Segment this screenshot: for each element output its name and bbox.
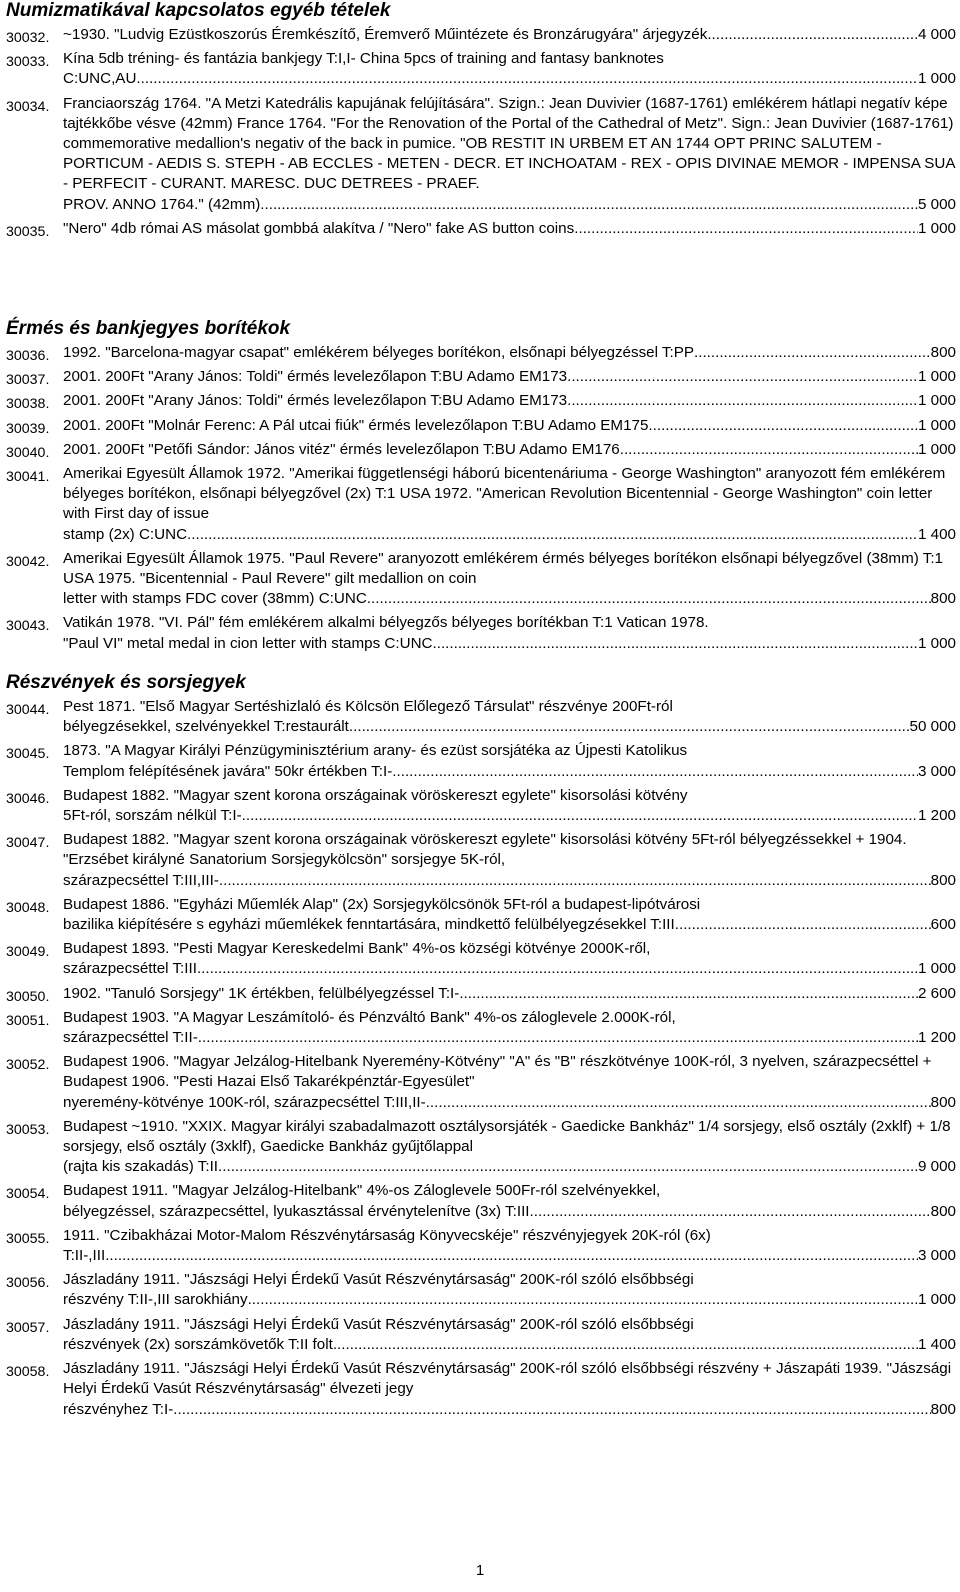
section-title: Részvények és sorsjegyek <box>6 672 246 693</box>
dot-leader <box>620 440 918 460</box>
lot-description-end: Templom felépítésének javára" 50kr értékben T:I- <box>63 762 393 780</box>
lot-item <box>6 219 956 239</box>
lot-price: 800 <box>930 590 956 608</box>
lot-description: Amerikai Egyesült Államok 1972. "Amerikai függetlenségi háború bicentenáriuma - George Washington" aranyozott fém emlékérem bélyeges borítékon, elsőnapi bélyegzővel (2x) T:1 USA 1972. "American Revolution Bicentennial - George Washington" coin letter with First day of issue <box>63 465 946 523</box>
lot-description-end: szárazpecséttel T:II- <box>63 1029 198 1047</box>
lot-price: 3 000 <box>917 1247 956 1265</box>
dot-leader <box>187 525 918 545</box>
section-title: Numizmatikával kapcsolatos egyéb tételek <box>6 0 391 21</box>
lot-number: 30041. <box>6 469 50 486</box>
lot-description: Budapest 1882. "Magyar szent korona országainak vöröskereszt egylete" kisorsolási kötvény <box>63 786 688 804</box>
lot-price-line <box>63 391 956 411</box>
catalog-section <box>6 318 956 658</box>
lot-description-end: (rajta kis szakadás) T:II <box>63 1158 219 1176</box>
lot-description: Vatikán 1978. "VI. Pál" fém emlékérem alkalmi bélyegzős bélyeges borítékban T:1 Vatican 1978. <box>63 614 709 632</box>
lot-description-end: 5Ft-ról, sorszám nélkül T:I- <box>63 807 242 825</box>
lot-description: Pest 1871. "Első Magyar Sertéshizlaló és Kölcsön Előlegező Társulat" részvénye 200Ft-ról <box>63 698 673 715</box>
lot-number: 30038. <box>6 396 50 413</box>
lot-price-line <box>63 634 956 654</box>
lot-description-end: 2001. 200Ft "Arany János: Toldi" érmés levelezőlapon T:BU Adamo EM173 <box>63 368 568 386</box>
lot-price: 1 000 <box>917 392 956 410</box>
lot-price: 800 <box>930 1400 956 1418</box>
lot-price-line <box>63 959 956 979</box>
lot-price: 1 000 <box>917 368 956 386</box>
lot-description: 1873. "A Magyar Királyi Pénzügyminisztérium arany- és ezüst sorsjátéka az Újpesti Katolikus <box>63 742 688 760</box>
lot-price: 1 000 <box>917 960 956 978</box>
lot-description-end: 1902. "Tanuló Sorsjegy" 1K értékben, felülbélyegzéssel T:I- <box>63 984 460 1002</box>
lot-price: 1 000 <box>917 634 956 652</box>
lot-number: 30032. <box>6 30 50 46</box>
lot-item <box>6 94 956 215</box>
lot-price: 4 000 <box>917 26 956 43</box>
lot-description: Franciaország 1764. "A Metzi Katedrális kapujának felújítására". Szign.: Jean Duvivier (1687-1761) emlékérem hátlapi negatív képe tajtékkőbe vésve (42mm) France 1764. "For the Renovation of the Portal of the Cathedral of Metz". Sign.: Jean Duvivier (1687-1761) commemorative medallion's negativ of the back in pumice. "OB RESTIT IN URBEM ET AN 1744 OPT PRINC SALUTEM - PORTICUM - AEDIS S. STEPH - AB ECCLES - METEN - DECR. ET INCHOATAM - REX - OPIS DIVINAE MEMOR - IMPENSA SUA - PERFECIT - CURANT. MARESC. DUC DETREES - PRAEF. <box>63 94 955 193</box>
dot-leader <box>426 1093 931 1113</box>
lot-description: Budapest 1893. "Pesti Magyar Kereskedelmi Bank" 4%-os községi kötvénye 2000K-ről, <box>63 940 651 958</box>
lot-number: 30037. <box>6 372 50 389</box>
lot-price: 1 400 <box>917 1335 956 1353</box>
lot-price-line <box>63 984 956 1004</box>
lot-number: 30033. <box>6 54 50 71</box>
dot-leader <box>648 416 918 436</box>
lot-price: 50 000 <box>909 718 956 736</box>
lot-number: 30039. <box>6 420 50 437</box>
dot-leader <box>459 984 918 1004</box>
lot-price: 1 000 <box>917 1291 956 1309</box>
lot-price: 800 <box>930 1202 956 1220</box>
lot-price-line <box>63 762 956 782</box>
lot-price-line <box>63 915 956 935</box>
lot-description-end: PROV. ANNO 1764." (42mm) <box>63 195 261 213</box>
lot-item <box>6 343 956 363</box>
lot-description-end: szárazpecséttel T:III <box>63 960 197 978</box>
lot-number: 30051. <box>6 1012 50 1029</box>
lot-price: 3 000 <box>917 762 956 780</box>
lot-description-end: ~1930. "Ludvig Ezüstkoszorús Éremkészítő, Éremverő Műintézete és Bronzárugyára" árjegyzék <box>63 26 708 43</box>
lot-description: Kína 5db tréning- és fantázia bankjegy T:I,I- China 5pcs of training and fantasy banknotes <box>63 50 664 68</box>
lot-description-end: szárazpecséttel T:III,III- <box>63 871 219 889</box>
lot-price-line <box>63 343 956 363</box>
lot-price-line <box>63 806 956 826</box>
lot-price-line <box>63 440 956 460</box>
lot-number: 30056. <box>6 1275 50 1292</box>
lot-description-end: bélyegzésekkel, szelvényekkel T:restaurált <box>63 718 349 736</box>
lot-description: Budapest 1906. "Magyar Jelzálog-Hitelbank Nyeremény-Kötvény" "A" és "B" részkötvénye 100K-ról, 3 nyelven, szárazpecséttel + Budapest 1906. "Pesti Hazai Első Takarékpénztár-Egyesület" <box>63 1053 932 1091</box>
lot-description-end: bazilika kiépítésére s egyházi műemlékek fenntartására, mindkettő felülbélyegzésekkel T:III <box>63 916 675 934</box>
lot-description: Budapest 1882. "Magyar szent korona országainak vöröskereszt egylete" kisorsolási kötvény 5Ft-ról bélyegzéssekkel + 1904. "Erzsébet királyné Sanatorium Sorsjegykölcsön" sorsjegye 5K-ról, <box>63 831 907 869</box>
dot-leader <box>260 195 918 215</box>
page-number: 1 <box>475 1562 485 1579</box>
dot-leader <box>105 1246 918 1266</box>
lot-price: 1 000 <box>917 440 956 458</box>
dot-leader <box>574 219 918 239</box>
lot-price: 9 000 <box>917 1158 956 1176</box>
lot-price-line <box>63 1246 956 1266</box>
lot-item <box>6 613 956 653</box>
lot-item <box>6 830 956 891</box>
lot-description-end: T:II-,III <box>63 1247 106 1265</box>
lot-description-end: 2001. 200Ft "Molnár Ferenc: A Pál utcai fiúk" érmés levelezőlapon T:BU Adamo EM175 <box>63 416 649 434</box>
lot-item <box>6 1052 956 1113</box>
lot-number: 30034. <box>6 98 50 115</box>
lot-item <box>6 984 956 1004</box>
lot-item <box>6 697 956 737</box>
lot-price: 5 000 <box>917 195 956 213</box>
dot-leader <box>694 343 931 363</box>
lot-description-end: 1992. "Barcelona-magyar csapat" emlékérem bélyeges borítékon, elsőnapi bélyegzéssel T:PP <box>63 344 695 361</box>
lot-description-end: nyeremény-kötvénye 100K-ról, szárazpecséttel T:III,II- <box>63 1093 426 1111</box>
lot-description-end: stamp (2x) C:UNC <box>63 525 188 543</box>
lot-price-line <box>63 1093 956 1113</box>
dot-leader <box>248 1290 918 1310</box>
lot-price-line <box>63 1335 956 1355</box>
lot-number: 30054. <box>6 1186 50 1203</box>
lot-price: 1 400 <box>917 525 956 543</box>
dot-leader <box>219 871 931 891</box>
dot-leader <box>367 589 931 609</box>
lot-price: 600 <box>930 916 956 934</box>
lot-description: Jászladány 1911. "Jászsági Helyi Érdekű Vasút Részvénytársaság" 200K-ról szóló elsőbbségi <box>63 1315 694 1333</box>
lot-price: 800 <box>930 344 956 361</box>
dot-leader <box>675 915 931 935</box>
dot-leader <box>433 634 918 654</box>
lot-price: 800 <box>930 871 956 889</box>
lot-description-end: C:UNC,AU <box>63 70 137 88</box>
lot-item <box>6 1270 956 1310</box>
lot-description: Jászladány 1911. "Jászsági Helyi Érdekű Vasút Részvénytársaság" 200K-ról szóló elsőbbségi <box>63 1271 694 1289</box>
lot-item <box>6 416 956 436</box>
dot-leader <box>136 69 918 89</box>
lot-description-end: részvények (2x) sorszámkövetők T:II folt <box>63 1335 333 1353</box>
dot-leader <box>567 367 918 387</box>
lot-number: 30036. <box>6 348 50 364</box>
lot-number: 30043. <box>6 618 50 635</box>
lot-price-line <box>63 589 956 609</box>
dot-leader <box>173 1400 930 1420</box>
dot-leader <box>567 391 918 411</box>
lot-number: 30057. <box>6 1319 50 1336</box>
lot-description: Amerikai Egyesült Államok 1975. "Paul Revere" aranyozott emlékérem érmés bélyeges borítékon elsőnapi bélyegzővel (38mm) T:1 USA 1975. "Bicentennial - Paul Revere" gilt medallion on coin <box>63 549 943 588</box>
lot-price-line <box>63 1028 956 1048</box>
lot-price-line <box>63 1400 956 1420</box>
lot-price-line <box>63 525 956 545</box>
dot-leader <box>198 1028 918 1048</box>
lot-description-end: részvény T:II-,III sarokhiány <box>63 1291 248 1309</box>
lot-item <box>6 367 956 387</box>
lot-item <box>6 1315 956 1355</box>
lot-price-line <box>63 1290 956 1310</box>
lot-item <box>6 49 956 89</box>
lot-description-end: 2001. 200Ft "Arany János: Toldi" érmés levelezőlapon T:BU Adamo EM173 <box>63 392 568 410</box>
lot-price: 1 200 <box>917 1029 956 1047</box>
lot-description-end: 2001. 200Ft "Petőfi Sándor: János vitéz" érmés levelezőlapon T:BU Adamo EM176 <box>63 440 620 458</box>
lot-number: 30044. <box>6 702 50 718</box>
lot-description-end: "Paul VI" metal medal in cion letter with stamps C:UNC <box>63 634 433 652</box>
lot-number: 30050. <box>6 988 50 1005</box>
dot-leader <box>530 1202 931 1222</box>
lot-item <box>6 391 956 411</box>
dot-leader <box>707 25 918 45</box>
lot-price-line <box>63 367 956 387</box>
lot-item <box>6 1008 956 1048</box>
lot-number: 30049. <box>6 944 50 961</box>
lot-number: 30058. <box>6 1364 50 1381</box>
lot-number: 30042. <box>6 553 50 570</box>
catalog-section <box>6 0 956 243</box>
lot-number: 30035. <box>6 223 50 240</box>
lot-number: 30045. <box>6 746 50 763</box>
lot-price-line <box>63 1157 956 1177</box>
lot-description: 1911. "Czibakházai Motor-Malom Részvénytársaság Könyvecskéje" részvényjegyek 20K-ról (6x) <box>63 1226 711 1244</box>
lot-item <box>6 1359 956 1420</box>
lot-price-line <box>63 195 956 215</box>
lot-price: 800 <box>930 1093 956 1111</box>
lot-item <box>6 440 956 460</box>
lot-price-line <box>63 219 956 239</box>
dot-leader <box>218 1157 918 1177</box>
lot-price-line <box>63 69 956 89</box>
lot-item <box>6 741 956 781</box>
lot-item <box>6 786 956 826</box>
lot-description-end: bélyegzéssel, szárazpecséttel, lyukasztással érvénytelenítve (3x) T:III <box>63 1202 530 1220</box>
section-title: Érmés és bankjegyes borítékok <box>6 318 291 339</box>
lot-number: 30047. <box>6 835 50 852</box>
lot-number: 30046. <box>6 790 50 807</box>
lot-number: 30053. <box>6 1121 50 1138</box>
lot-price-line <box>63 1202 956 1222</box>
lot-number: 30055. <box>6 1230 50 1247</box>
lot-description: Budapest ~1910. "XXIX. Magyar királyi szabadalmazott osztálysorsjáték - Gaedicke Bankház" 1/4 sorsjegy, első osztály (2xklf) + 1/8 sorsjegy, első osztály (3xklf), Gaedicke Bankház gyűjtőlappal <box>63 1117 951 1156</box>
lot-price: 1 000 <box>917 219 956 237</box>
catalog-section <box>6 672 956 1424</box>
lot-price-line <box>63 25 956 45</box>
lot-number: 30048. <box>6 899 50 916</box>
lot-description: Budapest 1903. "A Magyar Leszámítoló- és Pénzváltó Bank" 4%-os záloglevele 2.000K-ról, <box>63 1008 676 1026</box>
lot-description-end: részvényhez T:I- <box>63 1400 174 1418</box>
lot-item <box>6 939 956 979</box>
lot-price: 1 200 <box>917 807 956 825</box>
lot-number: 30040. <box>6 444 50 461</box>
dot-leader <box>197 959 918 979</box>
lot-item <box>6 549 956 610</box>
lot-price-line <box>63 871 956 891</box>
dot-leader <box>242 806 918 826</box>
lot-item <box>6 1117 956 1178</box>
lot-item <box>6 1226 956 1266</box>
lot-price: 1 000 <box>917 70 956 88</box>
lot-price: 2 600 <box>917 984 956 1002</box>
dot-leader <box>333 1335 918 1355</box>
lot-description-end: "Nero" 4db római AS másolat gombbá alakítva / "Nero" fake AS button coins <box>63 219 575 237</box>
lot-description: Budapest 1886. "Egyházi Műemlék Alap" (2x) Sorsjegykölcsönök 5Ft-ról a budapest-lipótvárosi <box>63 895 701 913</box>
lot-price: 1 000 <box>917 416 956 434</box>
lot-item <box>6 895 956 935</box>
lot-description: Budapest 1911. "Magyar Jelzálog-Hitelbank" 4%-os Záloglevele 500Fr-ról szelvényekkel, <box>63 1182 661 1200</box>
lot-description-end: letter with stamps FDC cover (38mm) C:UNC <box>63 590 367 608</box>
lot-price-line <box>63 416 956 436</box>
lot-description: Jászladány 1911. "Jászsági Helyi Érdekű Vasút Részvénytársaság" 200K-ról szóló elsőbbségi részvény + Jászapáti 1939. "Jászsági Helyi Érdekű Vasút Részvénytársaság" élvezeti jegy <box>63 1360 952 1398</box>
dot-leader <box>349 717 910 737</box>
lot-number: 30052. <box>6 1057 50 1074</box>
lot-price-line <box>63 717 956 737</box>
lot-item <box>6 464 956 545</box>
dot-leader <box>392 762 918 782</box>
lot-item <box>6 1181 956 1221</box>
lot-item <box>6 25 956 45</box>
